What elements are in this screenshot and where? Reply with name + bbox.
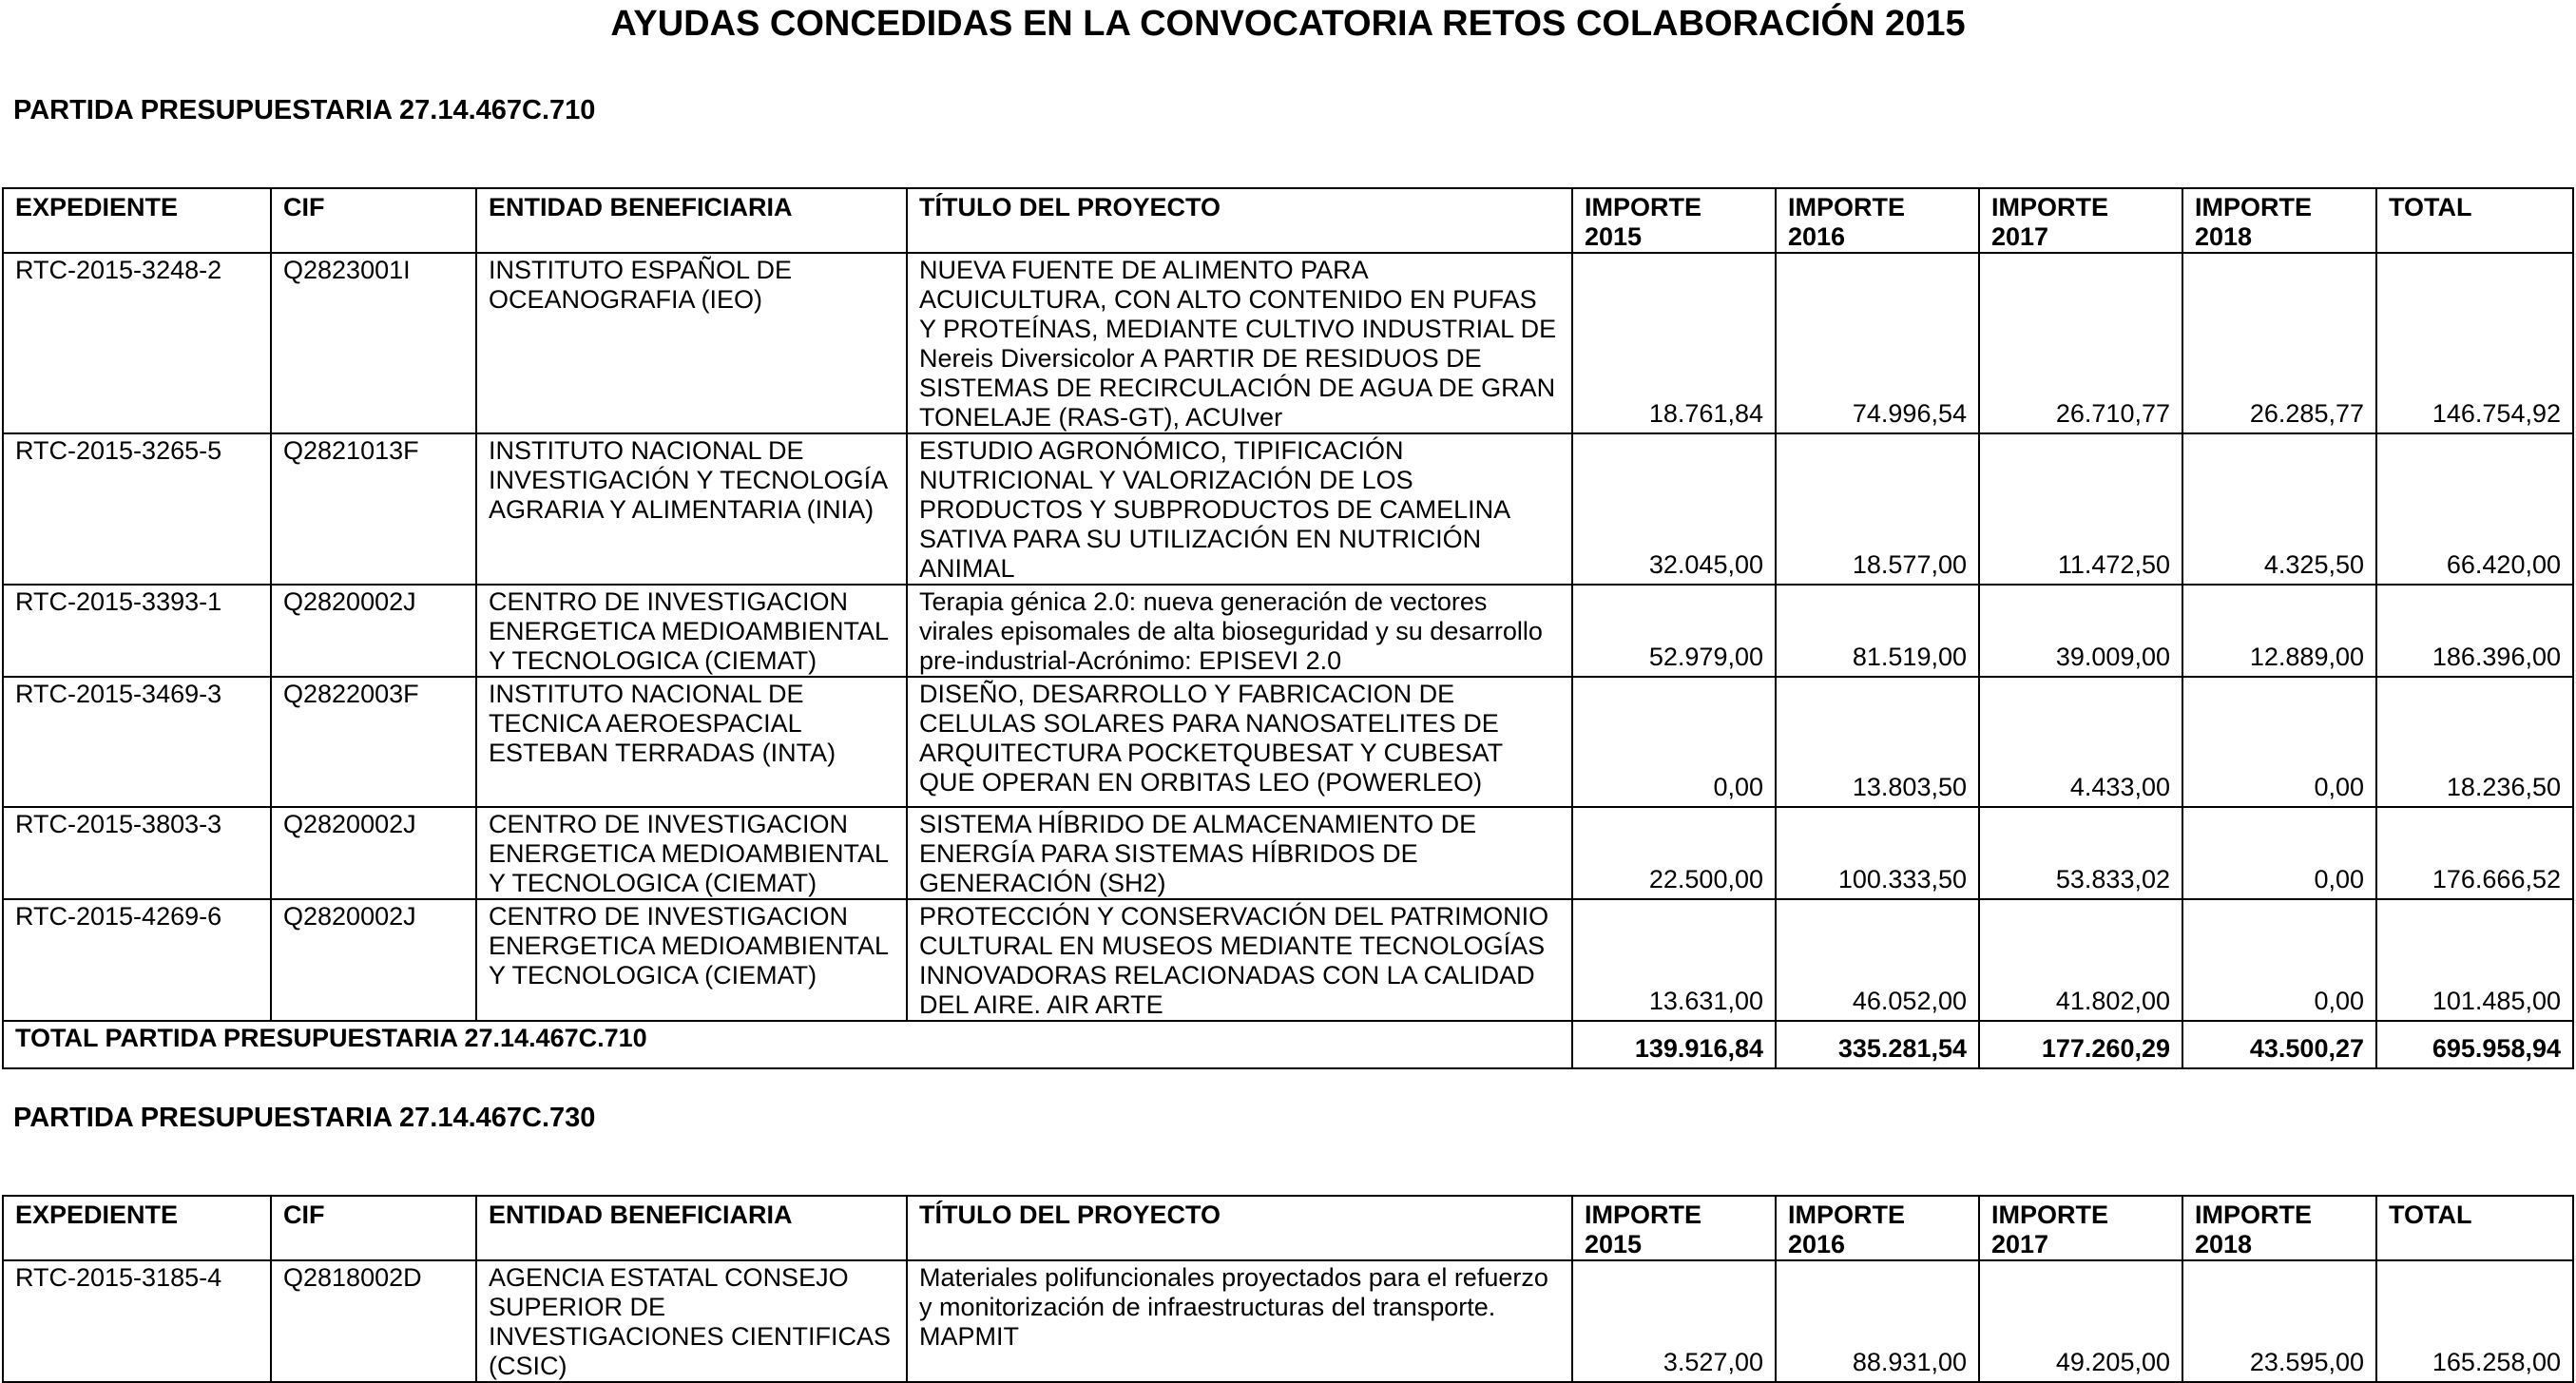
expediente-cell: RTC-2015-3185-4 (3, 1260, 271, 1382)
titulo-cell: NUEVA FUENTE DE ALIMENTO PARA ACUICULTURA, CON ALTO CONTENIDO EN PUFAS Y PROTEÍNAS, MEDIANTE CULTIVO INDUSTRIAL DE Nereis Diversicolor A PARTIR DE RESIDUOS DE SISTEMAS DE RECIRCULACIÓN DE AGUA DE GRAN TONELAJE (RAS-GT), ACUIver (907, 253, 1572, 433)
importe-2015-cell: 13.631,00 (1572, 899, 1776, 1021)
importe-2017-cell: 11.472,50 (1979, 433, 2182, 585)
entidad-cell: CENTRO DE INVESTIGACION ENERGETICA MEDIOAMBIENTAL Y TECNOLOGICA (CIEMAT) (476, 807, 907, 899)
section-total-spacer (907, 1021, 1572, 1068)
importe-2016-cell: 18.577,00 (1776, 433, 1979, 585)
column-header: CIF (271, 1196, 476, 1260)
entidad-cell: INSTITUTO NACIONAL DE INVESTIGACIÓN Y TECNOLOGÍA AGRARIA Y ALIMENTARIA (INIA) (476, 433, 907, 585)
column-header: IMPORTE 2017 (1979, 1196, 2182, 1260)
cif-cell: Q2820002J (271, 585, 476, 677)
table-row (3, 433, 2573, 585)
column-header: TÍTULO DEL PROYECTO (907, 1196, 1572, 1260)
total-cell: 186.396,00 (2376, 585, 2573, 677)
grants-table (2, 1195, 2574, 1383)
cif-cell: Q2820002J (271, 807, 476, 899)
cif-cell: Q2823001I (271, 253, 476, 433)
column-header: TOTAL (2376, 1196, 2573, 1260)
importe-2017-cell: 39.009,00 (1979, 585, 2182, 677)
column-header: TOTAL (2376, 188, 2573, 253)
column-header: IMPORTE 2016 (1776, 188, 1979, 253)
importe-2017-cell: 4.433,00 (1979, 677, 2182, 807)
importe-2018-cell: 26.285,77 (2182, 253, 2376, 433)
importe-2015-cell: 18.761,84 (1572, 253, 1776, 433)
total-cell: 165.258,00 (2376, 1260, 2573, 1382)
column-header: TÍTULO DEL PROYECTO (907, 188, 1572, 253)
column-header: IMPORTE 2018 (2182, 188, 2376, 253)
expediente-cell: RTC-2015-3469-3 (3, 677, 271, 807)
importe-2016-cell: 100.333,50 (1776, 807, 1979, 899)
table-row (3, 585, 2573, 677)
table-row (3, 677, 2573, 807)
column-header: IMPORTE 2018 (2182, 1196, 2376, 1260)
document-title: AYUDAS CONCEDIDAS EN LA CONVOCATORIA RETOS COLABORACIÓN 2015 (610, 4, 1966, 44)
table-header-row (3, 1196, 2573, 1260)
importe-2017-cell: 53.833,02 (1979, 807, 2182, 899)
total-2015-cell: 139.916,84 (1572, 1021, 1776, 1068)
total-cell: 66.420,00 (2376, 433, 2573, 585)
column-header: EXPEDIENTE (3, 1196, 271, 1260)
expediente-cell: RTC-2015-3803-3 (3, 807, 271, 899)
importe-2017-cell: 49.205,00 (1979, 1260, 2182, 1382)
importe-2018-cell: 0,00 (2182, 899, 2376, 1021)
importe-2017-cell: 41.802,00 (1979, 899, 2182, 1021)
importe-2015-cell: 3.527,00 (1572, 1260, 1776, 1382)
section-heading: PARTIDA PRESUPUESTARIA 27.14.467C.710 (13, 95, 596, 125)
entidad-cell: INSTITUTO ESPAÑOL DE OCEANOGRAFIA (IEO) (476, 253, 907, 433)
section-total-row (3, 1021, 2573, 1068)
titulo-cell: Materiales polifuncionales proyectados para el refuerzo y monitorización de infraestructuras del transporte. MAPMIT (907, 1260, 1572, 1382)
expediente-cell: RTC-2015-3393-1 (3, 585, 271, 677)
cif-cell: Q2821013F (271, 433, 476, 585)
column-header: ENTIDAD BENEFICIARIA (476, 1196, 907, 1260)
cif-cell: Q2820002J (271, 899, 476, 1021)
section-heading: PARTIDA PRESUPUESTARIA 27.14.467C.730 (13, 1103, 596, 1133)
total-cell: 101.485,00 (2376, 899, 2573, 1021)
column-header: IMPORTE 2016 (1776, 1196, 1979, 1260)
cif-cell: Q2818002D (271, 1260, 476, 1382)
table-row (3, 899, 2573, 1021)
table-row (3, 807, 2573, 899)
entidad-cell: AGENCIA ESTATAL CONSEJO SUPERIOR DE INVESTIGACIONES CIENTIFICAS (CSIC) (476, 1260, 907, 1382)
importe-2018-cell: 4.325,50 (2182, 433, 2376, 585)
column-header: IMPORTE 2015 (1572, 188, 1776, 253)
total-2018-cell: 43.500,27 (2182, 1021, 2376, 1068)
table-header-row (3, 188, 2573, 253)
total-cell: 146.754,92 (2376, 253, 2573, 433)
expediente-cell: RTC-2015-4269-6 (3, 899, 271, 1021)
titulo-cell: PROTECCIÓN Y CONSERVACIÓN DEL PATRIMONIO CULTURAL EN MUSEOS MEDIANTE TECNOLOGÍAS INNOVADORAS RELACIONADAS CON LA CALIDAD DEL AIRE. AIR ARTE (907, 899, 1572, 1021)
table-row (3, 253, 2573, 433)
expediente-cell: RTC-2015-3248-2 (3, 253, 271, 433)
importe-2015-cell: 32.045,00 (1572, 433, 1776, 585)
column-header: IMPORTE 2015 (1572, 1196, 1776, 1260)
column-header: EXPEDIENTE (3, 188, 271, 253)
cif-cell: Q2822003F (271, 677, 476, 807)
titulo-cell: Terapia génica 2.0: nueva generación de vectores virales episomales de alta bioseguridad y su desarrollo pre-industrial-Acrónimo: EPISEVI 2.0 (907, 585, 1572, 677)
importe-2018-cell: 12.889,00 (2182, 585, 2376, 677)
importe-2016-cell: 74.996,54 (1776, 253, 1979, 433)
section-total-label: TOTAL PARTIDA PRESUPUESTARIA 27.14.467C.710 (3, 1021, 907, 1068)
importe-2018-cell: 0,00 (2182, 677, 2376, 807)
total-cell: 18.236,50 (2376, 677, 2573, 807)
total-cell: 176.666,52 (2376, 807, 2573, 899)
entidad-cell: CENTRO DE INVESTIGACION ENERGETICA MEDIOAMBIENTAL Y TECNOLOGICA (CIEMAT) (476, 585, 907, 677)
importe-2015-cell: 52.979,00 (1572, 585, 1776, 677)
total-2017-cell: 177.260,29 (1979, 1021, 2182, 1068)
importe-2015-cell: 0,00 (1572, 677, 1776, 807)
importe-2015-cell: 22.500,00 (1572, 807, 1776, 899)
entidad-cell: CENTRO DE INVESTIGACION ENERGETICA MEDIOAMBIENTAL Y TECNOLOGICA (CIEMAT) (476, 899, 907, 1021)
importe-2017-cell: 26.710,77 (1979, 253, 2182, 433)
table-row (3, 1260, 2573, 1382)
importe-2016-cell: 13.803,50 (1776, 677, 1979, 807)
importe-2018-cell: 0,00 (2182, 807, 2376, 899)
titulo-cell: SISTEMA HÍBRIDO DE ALMACENAMIENTO DE ENERGÍA PARA SISTEMAS HÍBRIDOS DE GENERACIÓN (SH2) (907, 807, 1572, 899)
importe-2016-cell: 81.519,00 (1776, 585, 1979, 677)
importe-2018-cell: 23.595,00 (2182, 1260, 2376, 1382)
importe-2016-cell: 88.931,00 (1776, 1260, 1979, 1382)
column-header: IMPORTE 2017 (1979, 188, 2182, 253)
expediente-cell: RTC-2015-3265-5 (3, 433, 271, 585)
titulo-cell: DISEÑO, DESARROLLO Y FABRICACION DE CELULAS SOLARES PARA NANOSATELITES DE ARQUITECTURA POCKETQUBESAT Y CUBESAT QUE OPERAN EN ORBITAS LEO (POWERLEO) (907, 677, 1572, 807)
column-header: CIF (271, 188, 476, 253)
column-header: ENTIDAD BENEFICIARIA (476, 188, 907, 253)
importe-2016-cell: 46.052,00 (1776, 899, 1979, 1021)
grand-total-cell: 695.958,94 (2376, 1021, 2573, 1068)
grants-table (2, 187, 2574, 1069)
total-2016-cell: 335.281,54 (1776, 1021, 1979, 1068)
titulo-cell: ESTUDIO AGRONÓMICO, TIPIFICACIÓN NUTRICIONAL Y VALORIZACIÓN DE LOS PRODUCTOS Y SUBPRODUCTOS DE CAMELINA SATIVA PARA SU UTILIZACIÓN EN NUTRICIÓN ANIMAL (907, 433, 1572, 585)
entidad-cell: INSTITUTO NACIONAL DE TECNICA AEROESPACIAL ESTEBAN TERRADAS (INTA) (476, 677, 907, 807)
